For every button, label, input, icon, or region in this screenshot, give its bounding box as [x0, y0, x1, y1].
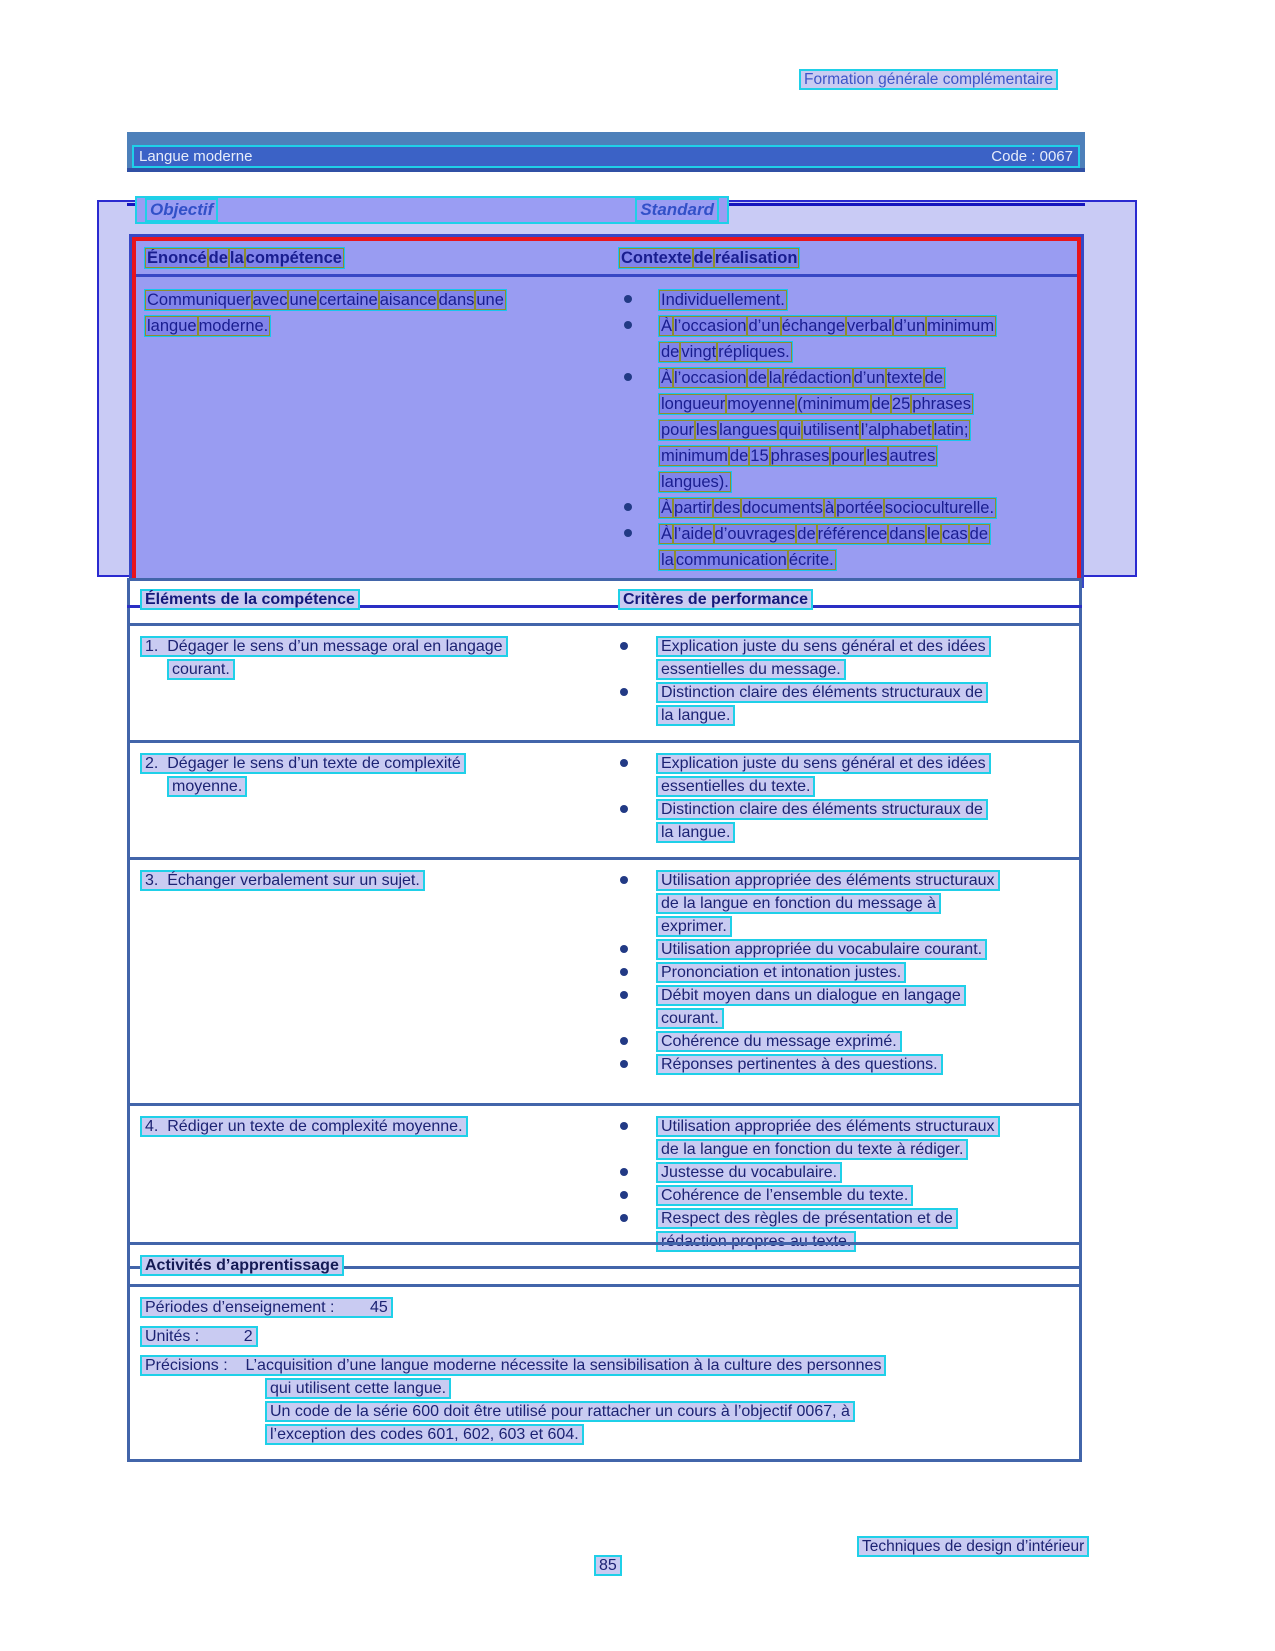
word-box: qui	[778, 421, 801, 439]
word-box: l’alphabet	[860, 421, 932, 439]
criteria-bullet-list	[618, 870, 1079, 1103]
enonce-header-right	[618, 247, 800, 273]
word-box: Individuellement.	[661, 291, 785, 309]
text-line: essentielles du message.	[656, 659, 846, 680]
bullet-icon	[620, 688, 628, 696]
word-box: de	[661, 343, 680, 361]
text-line	[658, 523, 991, 545]
bullet-item	[614, 367, 1077, 497]
bullet-item	[614, 315, 1077, 367]
word-box: moyenne	[727, 395, 796, 413]
course-title: Langue moderne	[139, 148, 253, 165]
word-box: À	[661, 525, 673, 543]
bullet-icon	[620, 1214, 628, 1222]
enonce-table	[129, 234, 1084, 588]
word-box: écrite.	[788, 551, 834, 569]
bullet-icon	[624, 373, 632, 381]
text-line	[658, 471, 732, 493]
text-line: rédaction propres au texte.	[656, 1231, 856, 1252]
bullet-icon	[624, 321, 632, 329]
word-box: certaine	[319, 291, 378, 309]
enonce-table-body	[136, 277, 1077, 581]
bullet-icon	[624, 529, 632, 537]
text-line	[658, 289, 788, 311]
word-box: des	[713, 499, 741, 517]
bullet-item	[618, 1031, 1079, 1054]
bullet-icon	[620, 642, 628, 650]
text-line: Unités : 2	[140, 1326, 258, 1347]
bullet-item	[618, 1116, 1079, 1162]
bullet-text	[656, 870, 1000, 939]
text-line: l’exception des codes 601, 602, 603 et 604.	[265, 1424, 584, 1445]
text-line: Cohérence de l’ensemble du texte.	[656, 1185, 913, 1206]
bullet-item	[618, 985, 1079, 1031]
word-box: Communiquer	[147, 291, 251, 309]
word-box: (minimum	[797, 395, 870, 413]
bullet-item	[614, 523, 1077, 575]
text-line: la langue.	[656, 705, 735, 726]
text-line	[144, 315, 271, 337]
course-code: Code : 0067	[991, 148, 1073, 165]
text-line: courant.	[167, 659, 235, 680]
word-box: moderne.	[198, 317, 269, 335]
context-bullet-list	[614, 289, 1077, 575]
bullet-item	[618, 799, 1079, 845]
word-box: la	[661, 551, 674, 569]
word-box: 15	[750, 447, 769, 465]
word-box: longueur	[661, 395, 726, 413]
bullet-text	[658, 289, 788, 315]
element-cell	[130, 870, 618, 1103]
bullet-icon	[620, 805, 628, 813]
word-box: l’aide	[674, 525, 713, 543]
bullet-text	[656, 1185, 913, 1208]
word-box: texte	[886, 369, 923, 387]
objectif-standard-header	[135, 196, 729, 224]
enonce-table-header	[136, 241, 1077, 277]
word-box: d’un	[853, 369, 885, 387]
activities-title: Activités d’apprentissage	[140, 1255, 344, 1276]
text-line: Un code de la série 600 doit être utilisé pour rattacher un cours à l’objectif 0067, à	[265, 1401, 855, 1422]
bullet-text	[658, 367, 974, 497]
criteria-header-right: Critères de performance	[618, 589, 813, 610]
text-line: Justesse du vocabulaire.	[656, 1162, 842, 1183]
word-box: minimum	[661, 447, 728, 465]
word-box: à	[824, 499, 835, 517]
bullet-text	[656, 799, 988, 845]
text-line	[144, 289, 507, 311]
text-line: Réponses pertinentes à des questions.	[656, 1054, 943, 1075]
criteria-bullet-list	[618, 636, 1079, 740]
word-box: de	[208, 249, 228, 267]
bullet-text	[658, 523, 991, 575]
word-box: de	[969, 525, 989, 543]
text-line: Distinction claire des éléments structuraux de	[656, 682, 988, 703]
word-box: la	[768, 369, 782, 387]
word-box: de	[748, 369, 767, 387]
word-box: de	[693, 249, 713, 267]
bullet-item	[618, 1185, 1079, 1208]
word-box: socioculturelle.	[884, 499, 995, 517]
text-line	[658, 367, 946, 389]
word-box: cas	[941, 525, 968, 543]
word-box: latin;	[933, 421, 969, 439]
element-cell	[130, 636, 618, 740]
word-box: 25	[891, 395, 911, 413]
word-box: référence	[817, 525, 888, 543]
bullet-text	[656, 939, 987, 962]
text-line: Utilisation appropriée des éléments structuraux	[656, 870, 1000, 891]
text-line: Débit moyen dans un dialogue en langage	[656, 985, 966, 1006]
word-box: partir	[674, 499, 712, 517]
bullet-text	[656, 1054, 943, 1077]
text-line: essentielles du texte.	[656, 776, 815, 797]
word-box: réalisation	[714, 249, 798, 267]
word-box: de	[797, 525, 816, 543]
text-line: 2. Dégager le sens d’un texte de complexité	[140, 753, 466, 774]
word-box: pour	[831, 447, 865, 465]
text-line: Prononciation et intonation justes.	[656, 962, 906, 983]
word-box: dans	[438, 291, 475, 309]
word-box: minimum	[927, 317, 995, 335]
word-box: l’occasion	[674, 369, 747, 387]
bullet-item	[618, 682, 1079, 728]
word-box: compétence	[245, 249, 342, 267]
text-line: courant.	[656, 1008, 724, 1029]
text-line: 1. Dégager le sens d’un message oral en langage	[140, 636, 508, 657]
text-line: Distinction claire des éléments structuraux de	[656, 799, 988, 820]
text-line: 3. Échanger verbalement sur un sujet.	[140, 870, 425, 891]
word-box: Contexte	[621, 249, 692, 267]
objectif-standard-section	[97, 200, 1137, 577]
word-box: une	[476, 291, 504, 309]
bullet-icon	[624, 295, 632, 303]
bullet-item	[618, 753, 1079, 799]
text-line: Utilisation appropriée des éléments structuraux	[656, 1116, 1000, 1137]
word-box: documents	[742, 499, 823, 517]
word-box: de	[871, 395, 890, 413]
word-box: À	[661, 499, 673, 517]
word-box: langues).	[661, 473, 729, 491]
word-box: répliques.	[718, 343, 790, 361]
word-box: phrases	[912, 395, 971, 413]
bullet-icon	[620, 1060, 628, 1068]
text-line	[658, 497, 997, 519]
bullet-text	[658, 497, 997, 523]
page-number: 85	[594, 1555, 622, 1576]
word-box: langues	[719, 421, 777, 439]
bullet-item	[618, 870, 1079, 939]
bullet-text	[656, 1162, 842, 1185]
objectif-heading: Objectif	[145, 198, 218, 222]
title-bar	[127, 132, 1085, 172]
word-box: utilisent	[802, 421, 859, 439]
activities-body	[130, 1287, 1079, 1459]
text-line: moyenne.	[167, 776, 247, 797]
criteria-table	[127, 578, 1082, 1269]
text-line	[658, 419, 971, 441]
activities-header	[130, 1245, 1079, 1287]
activities-precisions	[140, 1355, 1079, 1445]
bullet-text	[656, 1031, 902, 1054]
word-box: échange	[781, 317, 845, 335]
element-cell	[130, 753, 618, 857]
text-line: Explication juste du sens général et des idées	[656, 636, 991, 657]
bullet-item	[614, 289, 1077, 315]
word-box: portée	[836, 499, 883, 517]
bullet-item	[618, 962, 1079, 985]
bullet-icon	[620, 1122, 628, 1130]
bullet-text	[658, 315, 997, 367]
text-line	[658, 315, 997, 337]
criteria-row-3	[130, 860, 1079, 1106]
bullet-text	[656, 962, 906, 985]
bullet-item	[618, 939, 1079, 962]
text-line: de la langue en fonction du message à	[656, 893, 941, 914]
word-box: avec	[252, 291, 288, 309]
word-box: vingt	[681, 343, 717, 361]
text-line: exprimer.	[656, 916, 732, 937]
bullet-icon	[620, 1191, 628, 1199]
word-box: d’ouvrages	[714, 525, 796, 543]
bullet-icon	[620, 945, 628, 953]
word-box: les	[696, 421, 718, 439]
word-box: le	[927, 525, 940, 543]
activities-facts	[140, 1297, 1079, 1347]
word-box: de	[729, 447, 749, 465]
bullet-text	[656, 1116, 1000, 1162]
text-line	[144, 247, 345, 269]
bullet-icon	[620, 876, 628, 884]
enonce-header-left	[144, 247, 345, 273]
word-box: la	[229, 249, 244, 267]
text-line: 4. Rédiger un texte de complexité moyenne.	[140, 1116, 468, 1137]
enonce-table-inner	[132, 237, 1081, 585]
bullet-item	[618, 1162, 1079, 1185]
word-box: communication	[675, 551, 787, 569]
competence-statement	[144, 289, 614, 575]
word-box: l’occasion	[674, 317, 747, 335]
criteria-row-2	[130, 743, 1079, 860]
criteria-header-left: Éléments de la compétence	[140, 589, 360, 610]
running-head: Formation générale complémentaire	[799, 69, 1058, 90]
title-bar-highlight	[132, 145, 1080, 168]
word-box: dans	[889, 525, 926, 543]
text-line: Utilisation appropriée du vocabulaire courant.	[656, 939, 987, 960]
bullet-icon	[620, 991, 628, 999]
word-box: À	[661, 317, 673, 335]
word-box: de	[924, 369, 943, 387]
activities-section	[127, 1242, 1082, 1462]
word-box: verbal	[847, 317, 892, 335]
criteria-table-header	[130, 581, 1079, 626]
bullet-item	[618, 1054, 1079, 1077]
bullet-icon	[624, 503, 632, 511]
text-line: Respect des règles de présentation et de	[656, 1208, 958, 1229]
word-box: rédaction	[783, 369, 852, 387]
bullet-icon	[620, 759, 628, 767]
bullet-text	[656, 985, 966, 1031]
text-line: Explication juste du sens général et des idées	[656, 753, 991, 774]
standard-heading: Standard	[635, 198, 719, 222]
bullet-icon	[620, 1037, 628, 1045]
text-line	[658, 445, 938, 467]
text-line: la langue.	[656, 822, 735, 843]
text-line	[658, 341, 793, 363]
text-line: Périodes d’enseignement : 45	[140, 1297, 393, 1318]
word-box: À	[661, 369, 673, 387]
word-box: aisance	[379, 291, 437, 309]
word-box: langue	[147, 317, 197, 335]
bullet-icon	[620, 968, 628, 976]
criteria-row-1	[130, 626, 1079, 743]
text-line: Précisions : L’acquisition d’une langue moderne nécessite la sensibilisation à la culture des personnes	[140, 1355, 886, 1376]
text-line: qui utilisent cette langue.	[265, 1378, 451, 1399]
word-box: d’un	[748, 317, 780, 335]
bullet-text	[656, 753, 991, 799]
bullet-item	[618, 636, 1079, 682]
footer-program-name: Techniques de design d’intérieur	[857, 1536, 1089, 1557]
word-box: d’un	[893, 317, 926, 335]
text-line	[618, 247, 800, 269]
word-box: phrases	[770, 447, 830, 465]
word-box: les	[866, 447, 888, 465]
text-line: Cohérence du message exprimé.	[656, 1031, 902, 1052]
text-line: de la langue en fonction du texte à rédiger.	[656, 1139, 968, 1160]
text-line	[658, 549, 837, 571]
text-line	[658, 393, 974, 415]
bullet-icon	[620, 1168, 628, 1176]
word-box: Énoncé	[147, 249, 207, 267]
bullet-text	[656, 682, 988, 728]
word-box: une	[289, 291, 318, 309]
criteria-bullet-list	[618, 753, 1079, 857]
word-box: pour	[661, 421, 695, 439]
word-box: autres	[889, 447, 936, 465]
bullet-text	[656, 636, 991, 682]
bullet-item	[614, 497, 1077, 523]
